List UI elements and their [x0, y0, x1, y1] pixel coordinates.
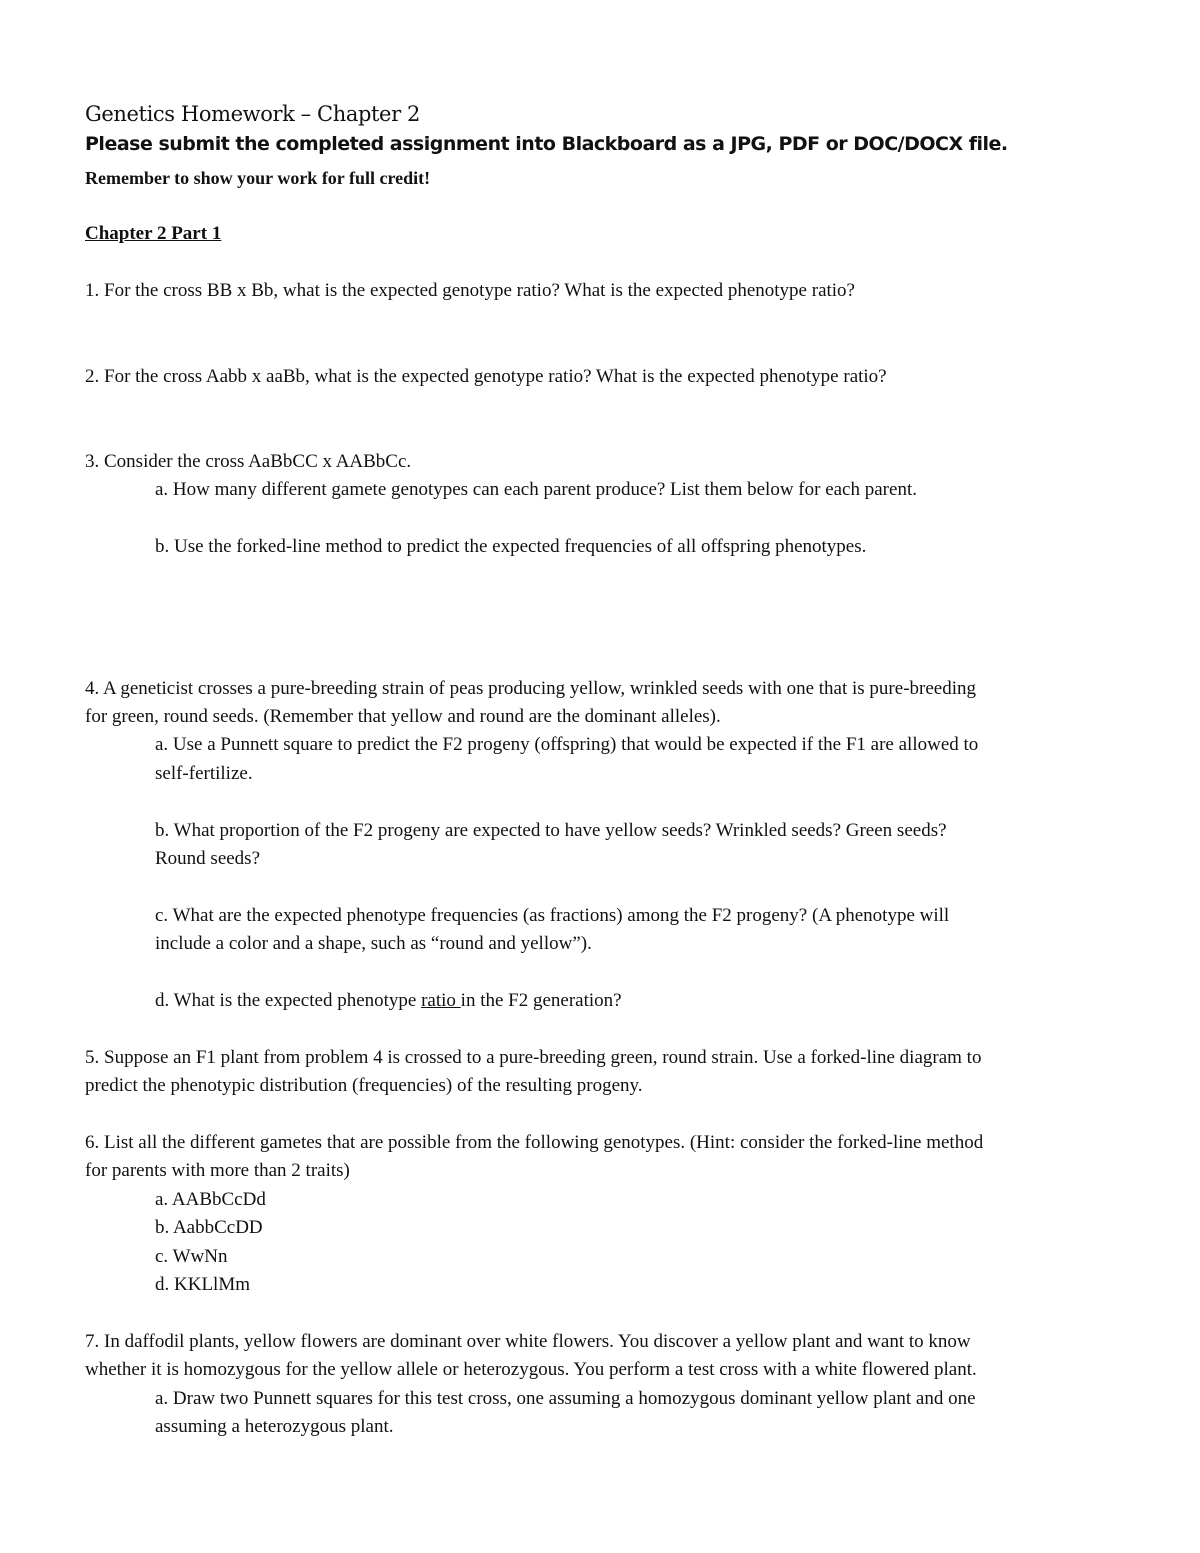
question-3-stem: 3. Consider the cross AaBbCC x AABbCc.	[85, 451, 412, 472]
question-6-line-1: 6. List all the different gametes that are possible from the following genotypes. (Hint: consider the forked-line method	[85, 1132, 984, 1153]
question-6c: c. WwNn	[155, 1246, 228, 1267]
question-4-line-2: for green, round seeds. (Remember that yellow and round are the dominant alleles).	[85, 706, 721, 727]
question-4a-line-1: a. Use a Punnett square to predict the F2 progeny (offspring) that would be expected if the F1 are allowed to	[155, 734, 979, 755]
question-7-line-2: whether it is homozygous for the yellow allele or heterozygous. You perform a test cross with a white flowered plant.	[85, 1359, 977, 1380]
question-7a-line-1: a. Draw two Punnett squares for this test cross, one assuming a homozygous dominant yellow plant and one	[155, 1388, 976, 1409]
section-heading: Chapter 2 Part 1	[85, 223, 222, 244]
question-3a: a. How many different gamete genotypes can each parent produce? List them below for each parent.	[155, 479, 917, 500]
question-6a: a. AABbCcDd	[155, 1189, 266, 1210]
question-4a-line-2: self-fertilize.	[155, 763, 253, 784]
question-4d-text-before: d. What is the expected phenotype	[155, 990, 422, 1011]
question-4d	[155, 989, 622, 1013]
question-4b-line-2: Round seeds?	[155, 848, 261, 869]
question-5-line-2: predict the phenotypic distribution (frequencies) of the resulting progeny.	[85, 1075, 643, 1096]
question-6b: b. AabbCcDD	[155, 1217, 263, 1238]
question-5-line-1: 5. Suppose an F1 plant from problem 4 is crossed to a pure-breeding green, round strain. Use a forked-line diagram to	[85, 1047, 982, 1068]
document-title: Genetics Homework – Chapter 2	[85, 102, 420, 126]
question-6d: d. KKLlMm	[155, 1274, 250, 1295]
question-7a-line-2: assuming a heterozygous plant.	[155, 1416, 394, 1437]
question-4c-line-2: include a color and a shape, such as “round and yellow”).	[155, 933, 592, 954]
question-2: 2. For the cross Aabb x aaBb, what is the expected genotype ratio? What is the expected phenotype ratio?	[85, 366, 887, 387]
question-1: 1. For the cross BB x Bb, what is the expected genotype ratio? What is the expected phenotype ratio?	[85, 280, 855, 301]
question-6-line-2: for parents with more than 2 traits)	[85, 1160, 350, 1181]
submission-instructions: Please submit the completed assignment into Blackboard as a JPG, PDF or DOC/DOCX file.	[85, 133, 1008, 155]
work-reminder: Remember to show your work for full credit!	[85, 168, 431, 188]
question-7-line-1: 7. In daffodil plants, yellow flowers are dominant over white flowers. You discover a yellow plant and want to know	[85, 1331, 971, 1352]
question-3b: b. Use the forked-line method to predict the expected frequencies of all offspring phenotypes.	[155, 536, 867, 557]
question-4b-line-1: b. What proportion of the F2 progeny are expected to have yellow seeds? Wrinkled seeds? Green seeds?	[155, 820, 947, 841]
question-4d-underlined-word: ratio	[421, 990, 461, 1011]
question-4c-line-1: c. What are the expected phenotype frequencies (as fractions) among the F2 progeny? (A phenotype will	[155, 905, 950, 926]
question-4d-text-after: in the F2 generation?	[460, 990, 622, 1011]
question-4-line-1: 4. A geneticist crosses a pure-breeding strain of peas producing yellow, wrinkled seeds with one that is pure-breeding	[85, 678, 976, 699]
